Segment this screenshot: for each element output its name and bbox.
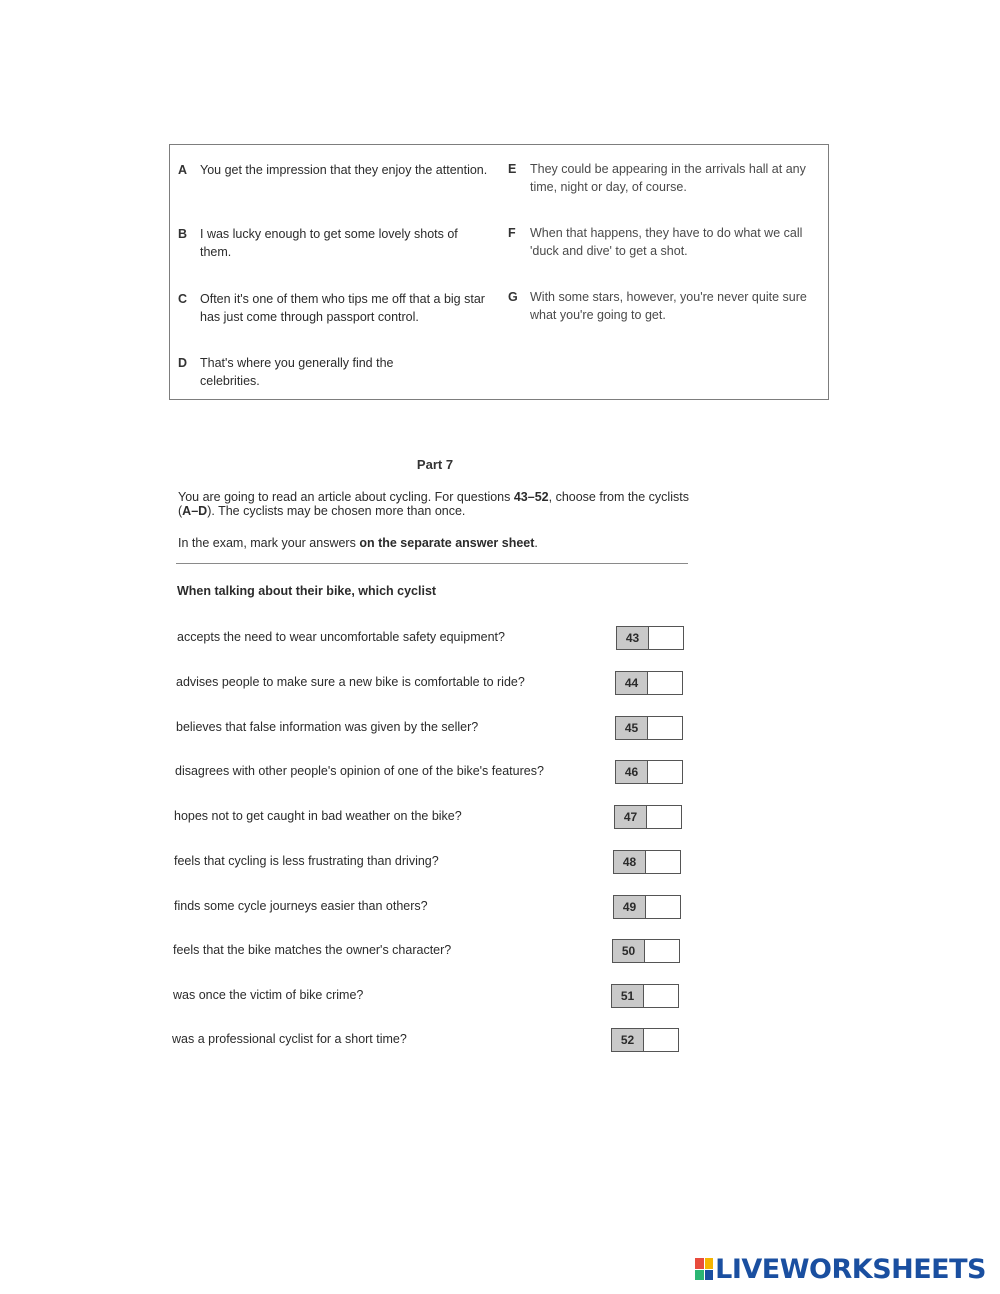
answer-field[interactable] xyxy=(644,1029,678,1051)
question-row xyxy=(0,716,1000,742)
question-text: finds some cycle journeys easier than others? xyxy=(174,899,428,913)
question-text: feels that cycling is less frustrating than driving? xyxy=(174,854,439,868)
question-number: 50 xyxy=(613,940,645,962)
question-heading: When talking about their bike, which cyclist xyxy=(177,584,437,598)
option-text: You get the impression that they enjoy the attention. xyxy=(200,163,488,177)
question-text: hopes not to get caught in bad weather on the bike? xyxy=(174,809,462,823)
question-row xyxy=(0,895,1000,921)
option-letter: C xyxy=(178,292,188,306)
option-text: When that happens, they have to do what we call 'duck and dive' to get a shot. xyxy=(530,226,803,258)
question-row xyxy=(0,984,1000,1010)
option-text: Often it's one of them who tips me off that a big star has just come through passport control. xyxy=(200,292,485,324)
question-number: 46 xyxy=(616,761,648,783)
answer-box xyxy=(615,716,683,740)
intro-text: ). The cyclists may be chosen more than once. xyxy=(207,504,466,518)
intro-text: , choose from the cyclists ( xyxy=(178,490,689,518)
part-title: Part 7 xyxy=(416,457,454,472)
answer-box xyxy=(615,671,683,695)
question-row xyxy=(0,1028,1000,1054)
question-number: 43 xyxy=(617,627,649,649)
option-letter: G xyxy=(508,290,518,304)
question-text: believes that false information was given by the seller? xyxy=(176,720,479,734)
answer-box xyxy=(611,1028,679,1052)
answer-field[interactable] xyxy=(646,896,680,918)
answer-box xyxy=(614,805,682,829)
part-instruction xyxy=(178,536,698,550)
liveworksheets-mark-icon xyxy=(695,1258,713,1280)
question-text: feels that the bike matches the owner's character? xyxy=(173,943,452,957)
part-intro xyxy=(178,490,698,518)
question-number: 49 xyxy=(614,896,646,918)
option-text: They could be appearing in the arrivals hall at any time, night or day, of course. xyxy=(530,162,806,194)
instruction-text: . xyxy=(534,536,538,550)
option-text: With some stars, however, you're never quite sure what you're going to get. xyxy=(530,290,807,322)
question-number: 48 xyxy=(614,851,646,873)
option-letter: A xyxy=(178,163,188,177)
intro-text: You are going to read an article about cycling. For questions xyxy=(178,490,514,504)
option-text: I was lucky enough to get some lovely shots of them. xyxy=(200,227,458,259)
question-text: accepts the need to wear uncomfortable safety equipment? xyxy=(177,630,505,644)
answer-field[interactable] xyxy=(648,761,682,783)
instruction-text: In the exam, mark your answers xyxy=(178,536,360,550)
answer-field[interactable] xyxy=(644,985,678,1007)
answer-field[interactable] xyxy=(646,851,680,873)
intro-letters: A–D xyxy=(182,504,208,518)
answer-field[interactable] xyxy=(649,627,683,649)
question-row xyxy=(0,805,1000,831)
question-text: disagrees with other people's opinion of one of the bike's features? xyxy=(175,764,544,778)
answer-box xyxy=(613,850,681,874)
answer-field[interactable] xyxy=(645,940,679,962)
option-letter: E xyxy=(508,162,517,176)
answer-box xyxy=(616,626,684,650)
question-row xyxy=(0,939,1000,965)
question-number: 44 xyxy=(616,672,648,694)
question-number: 51 xyxy=(612,985,644,1007)
question-row xyxy=(0,850,1000,876)
answer-box xyxy=(612,939,680,963)
instruction-bold: on the separate answer sheet xyxy=(359,536,535,550)
answer-field[interactable] xyxy=(647,806,681,828)
question-row xyxy=(0,626,1000,652)
answer-field[interactable] xyxy=(648,717,682,739)
question-number: 47 xyxy=(615,806,647,828)
option-letter: F xyxy=(508,226,516,240)
liveworksheets-logo[interactable] xyxy=(695,1253,986,1285)
answer-box xyxy=(613,895,681,919)
options-box xyxy=(169,144,829,400)
question-text: advises people to make sure a new bike is comfortable to ride? xyxy=(176,675,525,689)
question-number: 45 xyxy=(616,717,648,739)
question-text: was once the victim of bike crime? xyxy=(173,988,364,1002)
liveworksheets-logo-text: LIVEWORKSHEETS xyxy=(715,1253,986,1285)
answer-field[interactable] xyxy=(648,672,682,694)
question-row xyxy=(0,671,1000,697)
answer-box xyxy=(611,984,679,1008)
option-text: That's where you generally find the celebrities. xyxy=(200,356,394,388)
question-number: 52 xyxy=(612,1029,644,1051)
intro-range: 43–52 xyxy=(513,490,549,504)
question-text: was a professional cyclist for a short time? xyxy=(172,1032,407,1046)
divider xyxy=(176,563,688,564)
option-letter: B xyxy=(178,227,188,241)
option-letter: D xyxy=(178,356,188,370)
answer-box xyxy=(615,760,683,784)
question-row xyxy=(0,760,1000,786)
